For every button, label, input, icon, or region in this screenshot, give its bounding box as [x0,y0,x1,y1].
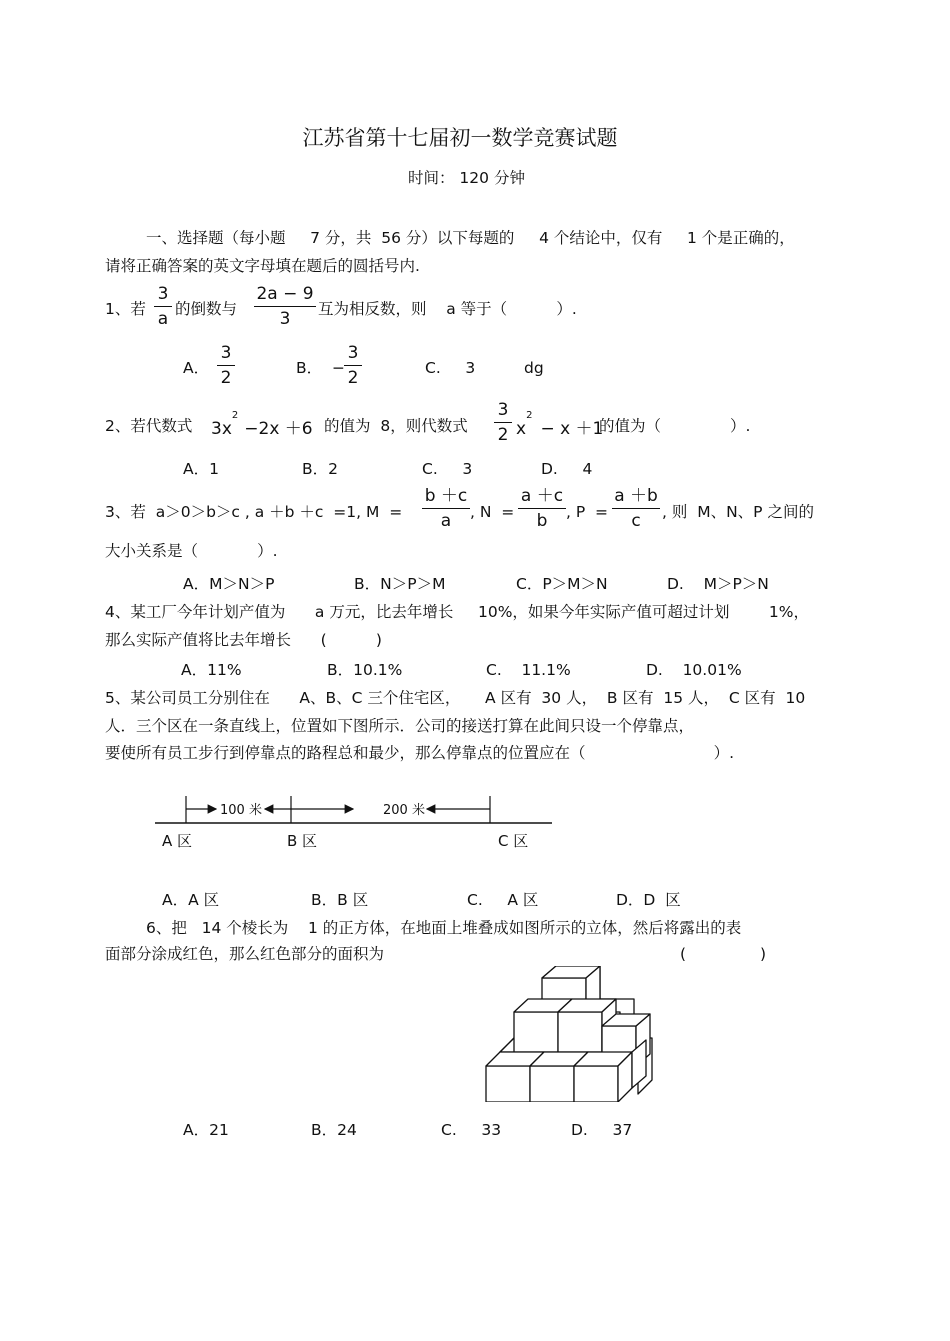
q6-option-a: A．21 [183,1121,229,1139]
q1-option-c: C. 3 [425,359,476,377]
q3-suffix: , 则 M、N、P 之间的 [662,503,814,521]
q3-option-c: C．P＞M＞N [516,575,608,593]
q4-option-d: D. 10.01% [646,661,742,679]
q2-expression-1: $3x^2-2x +6$ [211,410,313,439]
q1-suffix: 互为相反数，则 a 等于（ ）. [318,300,577,318]
q3-line2: 大小关系是（ ）. [105,542,278,560]
q5-line3: 要使所有员工步行到停靠点的路程总和最少，那么停靠点的位置应在（ ）. [105,744,735,762]
q4-line1: 4、某工厂今年计划产值为 a 万元，比去年增长 10%，如果今年实际产值可超过计划 1%， [105,603,809,621]
q2-fraction-3-over-2: 3 2 [494,400,512,445]
q5-option-d: D．D 区 [616,891,681,909]
q5-label-bc: 200 米 [383,803,425,818]
q1-option-b-fraction: 3 2 [344,343,362,388]
q5-option-c: C. A 区 [467,891,539,909]
q6-answer-paren: ( ) [680,945,766,963]
q4-option-b: B．10.1% [327,661,403,679]
q6-line1: 6、把 14 个棱长为 1 的正方体，在地面上堆叠成如图所示的立体，然后将露出的表 [146,919,742,937]
q5-option-b: B．B 区 [311,891,369,909]
q3-option-d: D. M＞P＞N [667,575,769,593]
section-intro-line2: 请将正确答案的英文字母填在题后的圆括号内. [105,257,420,275]
q5-option-a: A．A 区 [162,891,220,909]
q2-prefix: 2、若代数式 [105,417,193,435]
q1-prefix: 1、若 [105,300,146,318]
q4-option-c: C. 11.1% [486,661,571,679]
q2-option-d: D. 4 [541,460,593,478]
q3-N-label: , N = [470,503,515,521]
q5-point-a: A 区 [162,832,193,850]
q2-mid: 的值为 8，则代数式 [324,417,468,435]
q5-point-b: B 区 [287,832,318,850]
q4-line2: 那么实际产值将比去年增长 ( ) [105,631,382,649]
q4-option-a: A．11% [181,661,242,679]
q6-line2: 面部分涂成红色，那么红色部分的面积为 [105,945,385,963]
q3-P-label: , P = [566,503,609,521]
q5-label-ab: 100 米 [220,803,262,818]
q3-fraction-M: b ＋c a [422,486,470,531]
q2-suffix: 的值为（ ）. [599,417,751,435]
q5-line2: 人．三个区在一条直线上，位置如下图所示．公司的接送打算在此间只设一个停靠点， [105,717,695,735]
q1-fraction-3-over-a: 3 a [154,284,172,329]
q5-point-c: C 区 [498,832,529,850]
q5-line1: 5、某公司员工分别住在 A、B、C 三个住宅区， A 区有 30 人， B 区有 15 人， C 区有 10 [105,689,806,707]
q1-option-a-fraction: 3 2 [217,343,235,388]
q2-option-a: A．1 [183,460,219,478]
q1-mid-text: 的倒数与 [175,300,238,318]
q2-option-c: C. 3 [422,460,473,478]
q6-cube-stack-figure [484,966,654,1102]
page-title: 江苏省第十七届初一数学竞赛试题 [302,126,618,150]
q1-option-a-label: A． [183,359,210,377]
q6-option-d: D. 37 [571,1121,633,1139]
q1-fraction-2a-9-over-3: 2a − 9 3 [254,284,316,329]
q2-expression-2: $x^2- x +1$ [516,410,604,439]
exam-time: 时间： 120 分钟 [408,169,525,187]
q3-prefix: 3、若 a＞0＞b＞c , a ＋b ＋c =1, M = [105,503,403,521]
q6-option-c: C. 33 [441,1121,502,1139]
q1-option-d: dg [524,359,544,377]
q3-fraction-P: a ＋b c [612,486,660,531]
section-intro-line1: 一、选择题（每小题 7 分，共 56 分）以下每题的 4 个结论中，仅有 1 个是正确的， [146,229,795,247]
q5-line-diagram [150,790,560,860]
q3-fraction-N: a ＋c b [518,486,566,531]
q6-option-b: B．24 [311,1121,357,1139]
q3-option-b: B．N＞P＞M [354,575,446,593]
q3-option-a: A．M＞N＞P [183,575,275,593]
q2-option-b: B．2 [302,460,338,478]
q1-option-b-label: B． − [296,359,345,377]
